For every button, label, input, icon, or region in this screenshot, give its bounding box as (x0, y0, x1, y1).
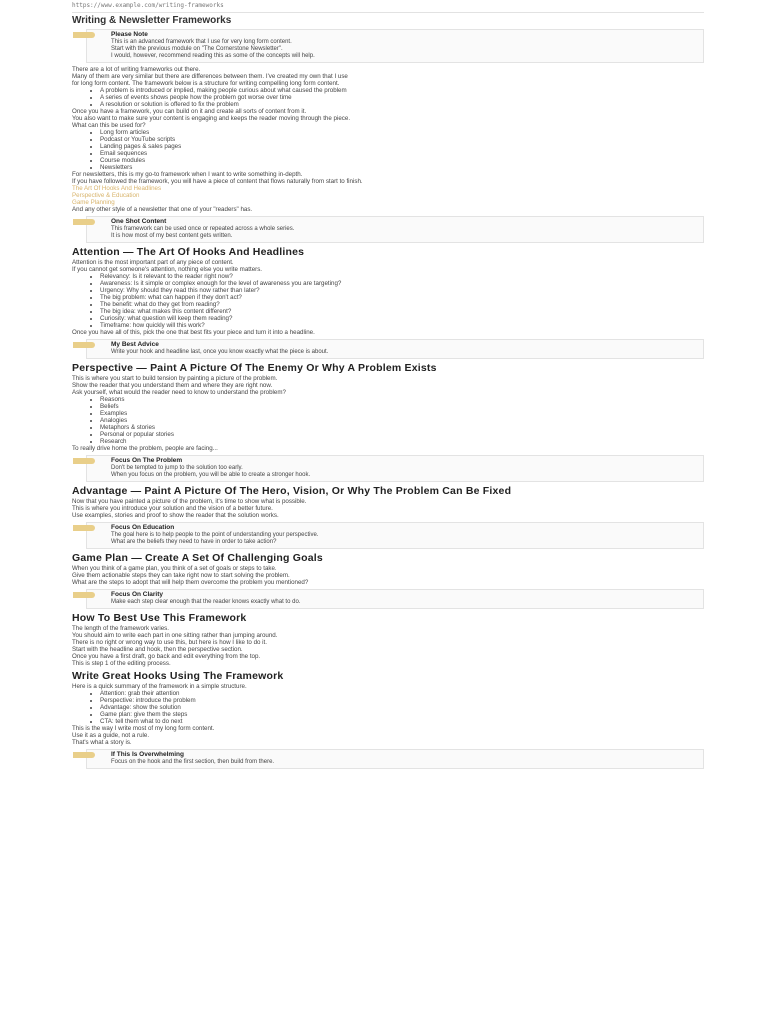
note-line: When you focus on the problem, you will be able to create a stronger hook. (111, 472, 311, 478)
list (72, 396, 704, 445)
note-line: This framework can be used once or repeated across a whole series. (111, 226, 295, 232)
paragraph: Now that you have painted a picture of the problem, it's time to show what is possible. (72, 498, 307, 505)
note-please (86, 29, 704, 63)
paragraph: This is where you introduce your solution and the vision of a better future. (72, 505, 273, 512)
list-item: • Personal or popular stories (100, 431, 704, 438)
note-line: Focus on the hook and the first section, then build from there. (111, 759, 275, 765)
note-title: If This Is Overwhelming (111, 751, 184, 758)
paragraph: If you cannot get someone's attention, nothing else you write matters. (72, 266, 263, 273)
note-tab-icon (73, 458, 95, 464)
note-tab-icon (73, 32, 95, 38)
note-line: Start with the previous module on "The Cornerstone Newsletter". (111, 46, 283, 52)
paragraph: Once you have all of this, pick the one that best fits your piece and turn it into a headline. (72, 329, 315, 336)
section-heading: Advantage — Paint A Picture Of The Hero, Vision, Or Why The Problem Can Be Fixed (72, 485, 512, 497)
paragraph: When you think of a game plan, you think of a set of goals or steps to take. (72, 565, 277, 572)
list-item: • Metaphors & stories (100, 424, 704, 431)
note-title: One Shot Content (111, 218, 167, 225)
paragraph: If you have followed the framework, you will have a piece of content that flows naturally from start to finish. (72, 178, 363, 185)
note-tab-icon (73, 752, 95, 758)
note-title: My Best Advice (111, 341, 159, 348)
list-item: • Advantage: show the solution (100, 704, 704, 711)
list-item: • CTA: tell them what to do next (100, 718, 704, 725)
paragraph: Use it as a guide, not a rule. (72, 732, 150, 739)
note-education (86, 522, 704, 549)
paragraph: There is no right or wrong way to use this, but here is how I like to do it. (72, 639, 267, 646)
paragraph: Many of them are very similar but there are differences between them. I've created my own that I use (72, 73, 348, 80)
list (72, 690, 704, 725)
list (72, 87, 704, 108)
note-clarity (86, 589, 704, 609)
paragraph: To really drive home the problem, people are facing... (72, 445, 218, 452)
list-item: • Curiosity: what question will keep them reading? (100, 315, 704, 322)
list-item: • A problem is introduced or implied, making people curious about what caused the problem (100, 87, 704, 94)
note-line: It is how most of my best content gets written. (111, 233, 233, 239)
note-final (86, 749, 704, 769)
list-item: • Attention: grab their attention (100, 690, 704, 697)
paragraph: Attention is the most important part of any piece of content. (72, 259, 234, 266)
paragraph: You should aim to write each part in one sitting rather than jumping around. (72, 632, 278, 639)
url-bar: https://www.example.com/writing-frameworks (72, 0, 704, 13)
note-title: Focus On The Problem (111, 457, 183, 464)
note-line: Make each step clear enough that the reader knows exactly what to do. (111, 599, 301, 605)
gold-link[interactable]: Perspective & Education (72, 192, 140, 199)
note-line: Don't be tempted to jump to the solution too early. (111, 465, 243, 471)
list-item: • A series of events shows people how the problem got worse over time (100, 94, 704, 101)
list-item: • Course modules (100, 157, 704, 164)
section-heading: Game Plan — Create A Set Of Challenging Goals (72, 552, 323, 564)
note-line: I would, however, recommend reading this as some of the concepts will help. (111, 53, 315, 59)
paragraph: For newsletters, this is my go-to framework when I want to write something in-depth. (72, 171, 303, 178)
paragraph: And any other style of a newsletter that one of your "readers" has. (72, 206, 253, 213)
gold-link[interactable]: Game Planning (72, 199, 115, 206)
paragraph: You also want to make sure your content is engaging and keeps the reader moving through the piece. (72, 115, 351, 122)
note-title: Focus On Education (111, 524, 175, 531)
note-tab-icon (73, 592, 95, 598)
list-item: • Awareness: Is it simple or complex enough for the level of awareness you are targeting? (100, 280, 704, 287)
list-item: • Analogies (100, 417, 704, 424)
list-item: • Timeframe: how quickly will this work? (100, 322, 704, 329)
note-title: Focus On Clarity (111, 591, 164, 598)
list-item: • Examples (100, 410, 704, 417)
list (72, 129, 704, 171)
list-item: • The benefit: what do they get from reading? (100, 301, 704, 308)
section-heading: Perspective — Paint A Picture Of The Enemy Or Why A Problem Exists (72, 362, 437, 374)
list-item: • Email sequences (100, 150, 704, 157)
note-line: Write your hook and headline last, once you know exactly what the piece is about. (111, 349, 329, 355)
note-tab-icon (73, 342, 95, 348)
paragraph: Here is a quick summary of the framework in a simple structure. (72, 683, 247, 690)
paragraph: What can this be used for? (72, 122, 146, 129)
list-item: • Podcast or YouTube scripts (100, 136, 704, 143)
paragraph: Use examples, stories and proof to show the reader that the solution works. (72, 512, 279, 519)
paragraph: Once you have a first draft, go back and edit everything from the top. (72, 653, 261, 660)
list-item: • Research (100, 438, 704, 445)
paragraph: This is the way I write most of my long form content. (72, 725, 215, 732)
gold-link[interactable]: The Art Of Hooks And Headlines (72, 185, 162, 192)
section-heading: Attention — The Art Of Hooks And Headlines (72, 246, 305, 258)
paragraph: This is step 1 of the editing process. (72, 660, 171, 667)
list-item: • A resolution or solution is offered to fix the problem (100, 101, 704, 108)
paragraph: There are a lot of writing frameworks out there. (72, 66, 201, 73)
note-title: Please Note (111, 31, 148, 38)
list-item: • Beliefs (100, 403, 704, 410)
list-item: • Relevancy: Is it relevant to the reader right now? (100, 273, 704, 280)
list-item: • Landing pages & sales pages (100, 143, 704, 150)
note-line: The goal here is to help people to the point of understanding your perspective. (111, 532, 319, 538)
paragraph: Show the reader that you understand them and where they are right now. (72, 382, 273, 389)
note-tab-icon (73, 219, 95, 225)
list (72, 294, 704, 329)
note-tab-icon (73, 525, 95, 531)
paragraph: for long form content. The framework below is a structure for writing compelling long form content. (72, 80, 340, 87)
section-heading: How To Best Use This Framework (72, 612, 247, 624)
note-problem (86, 455, 704, 482)
section-heading: Write Great Hooks Using The Framework (72, 670, 284, 682)
paragraph: What are the steps to adopt that will help them overcome the problem you mentioned? (72, 579, 309, 586)
paragraph: That's what a story is. (72, 739, 132, 746)
note-line: This is an advanced framework that I use for very long form content. (111, 39, 292, 45)
note-oneshot (86, 216, 704, 243)
paragraph: Ask yourself, what would the reader need to know to understand the problem? (72, 389, 286, 396)
list-item: • The big idea: what makes this content different? (100, 308, 704, 315)
list-item: • Perspective: introduce the problem (100, 697, 704, 704)
paragraph: Once you have a framework, you can build on it and create all sorts of content from it. (72, 108, 307, 115)
paragraph: This is where you start to build tension by painting a picture of the problem. (72, 375, 278, 382)
list-item: • The big problem: what can happen if they don't act? (100, 294, 704, 301)
list-item: • Game plan: give them the steps (100, 711, 704, 718)
note-line: What are the beliefs they need to have in order to take action? (111, 539, 277, 545)
list-item: • Urgency: Why should they read this now rather than later? (100, 287, 704, 294)
document-title: Writing & Newsletter Frameworks (72, 15, 232, 26)
paragraph: Start with the headline and hook, then the perspective section. (72, 646, 243, 653)
paragraph: Give them actionable steps they can take right now to start solving the problem. (72, 572, 290, 579)
paragraph: The length of the framework varies. (72, 625, 169, 632)
list-item: • Long form articles (100, 129, 704, 136)
list (72, 273, 704, 294)
note-advice (86, 339, 704, 359)
list-item: • Newsletters (100, 164, 704, 171)
list-item: • Reasons (100, 396, 704, 403)
